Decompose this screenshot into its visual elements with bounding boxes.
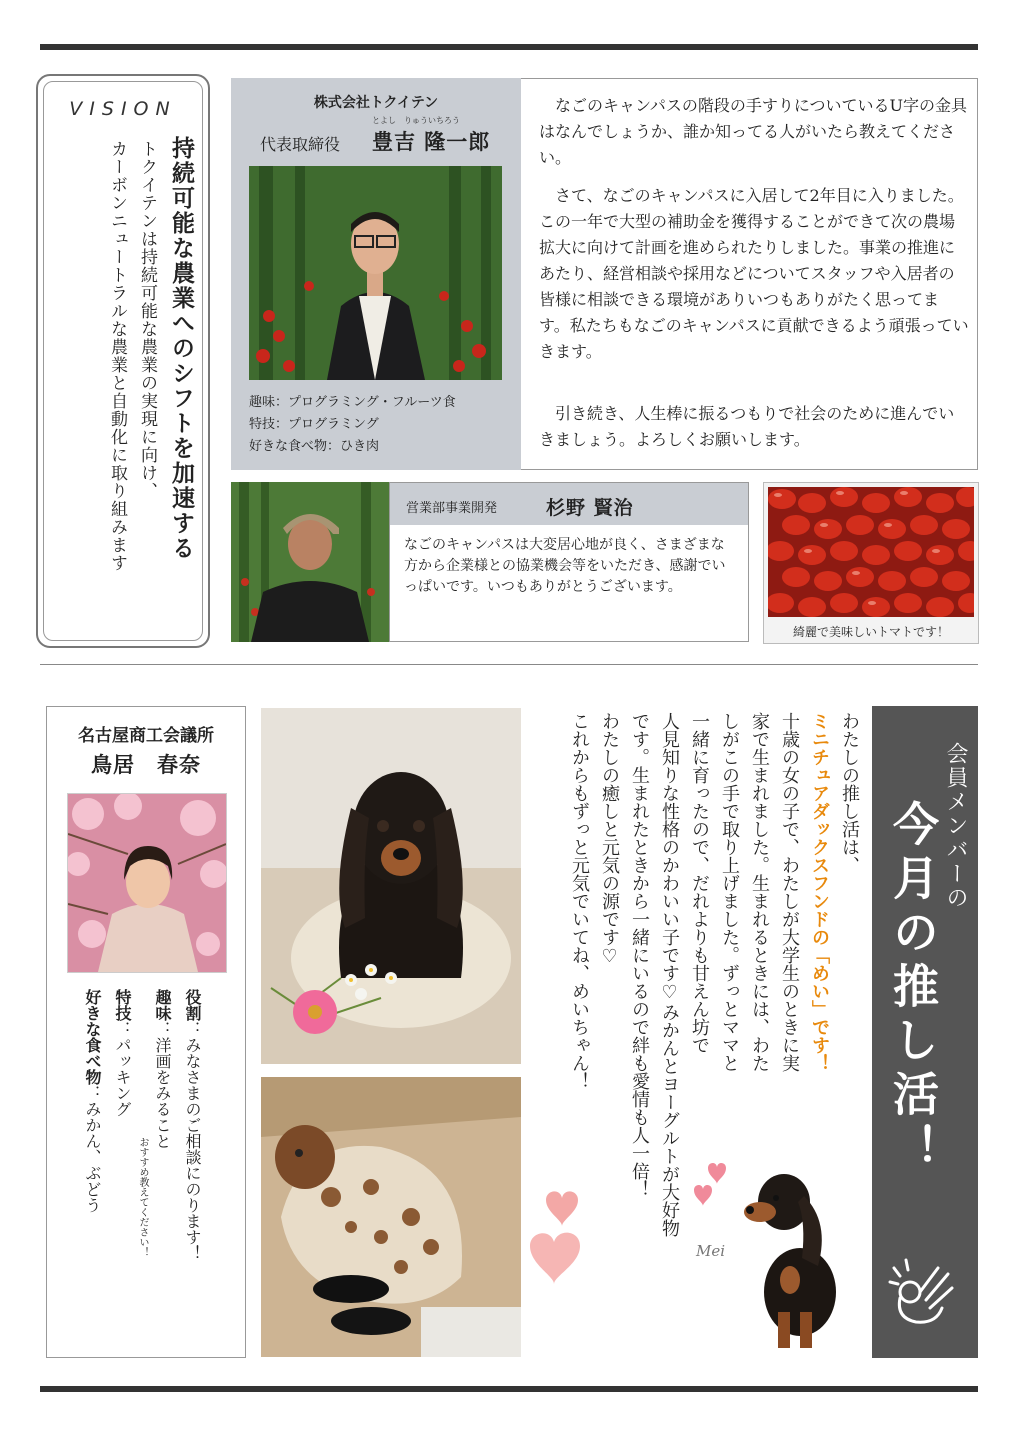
- ceo-name: 豊吉 隆一郎: [372, 129, 491, 154]
- ceo-message-p1: なごのキャンパスの階段の手すりについているU字の金具はなんでしょうか、誰か知ってる人がいたら教えてください。: [539, 96, 968, 167]
- heart-icon: [524, 1180, 590, 1290]
- member-food: [81, 989, 103, 1213]
- oshi-line-2: ミニチュアダックスフンドの「めい」です！: [809, 712, 830, 1072]
- oshi-line-6: 一緒に育ったので、だれよりも甘えん坊で: [689, 712, 710, 1054]
- sales-dept: 営業部事業開発: [406, 501, 498, 516]
- dog-photo-1: [261, 708, 521, 1064]
- member-food-value: ：みかん、ぶどう: [83, 1085, 102, 1213]
- sales-name: 杉野 賢治: [546, 497, 634, 519]
- member-role-label: 役割: [183, 989, 202, 1021]
- ceo-title: 代表取締役: [260, 135, 341, 154]
- tomato-photo: [768, 487, 974, 617]
- sales-message: なごのキャンパスは大変居心地が良く、さまざまな方から企業様との協業機会等をいただき、感謝でいっぱいです。いつもありがとうございます。: [404, 537, 726, 595]
- sales-photo: [231, 482, 389, 642]
- member-role-value: ：みなさまのご相談にのります！: [183, 1021, 202, 1261]
- ceo-message-p2: さて、なごのキャンパスに入居して2年目に入りました。この一年で大型の補助金を獲得することができて次の農場拡大に向けて計画を進められたりしました。事業の推進にあたり、経営相談や採用などについてスタッフや入居者の皆様に相談できる環境がありいつもありがたく思ってます。私たちもなごのキャンパスに貢献できるよう頑張っていきます。: [539, 186, 969, 361]
- dachshund-illustration: [740, 1162, 848, 1352]
- tomato-caption: 綺麗で美味しいトマトです！: [792, 625, 949, 639]
- sales-card: [389, 482, 749, 642]
- member-role: [181, 989, 203, 1261]
- member-hobby-note: おすすめ教えてください！: [137, 1137, 148, 1257]
- ceo-skill: 特技：プログラミング: [249, 417, 379, 432]
- ceo-food: 好きな食べ物：ひき肉: [249, 439, 380, 454]
- member-skill: [111, 989, 133, 1117]
- ceo-message-box: [521, 78, 978, 470]
- member-hobby: [151, 989, 173, 1149]
- member-skill-value: ：パッキング: [113, 1021, 132, 1117]
- vision-label: VISION: [69, 98, 177, 120]
- oshi-line-9: わたしの癒しと元気の源です♡: [599, 712, 620, 967]
- vision-line1: トクイテンは持続可能な農業の実現に向け、: [137, 140, 157, 500]
- section-divider: [40, 664, 978, 665]
- vision-box: [36, 74, 210, 648]
- oshi-line-5: しがこの手で取り上げました。ずっとママと: [719, 712, 740, 1072]
- vision-line2: カーボンニュートラルな農業と自動化に取り組みます: [107, 140, 127, 572]
- oshi-line-1: わたしの推し活は、: [839, 712, 860, 874]
- ok-hand-icon: [886, 1248, 966, 1328]
- member-skill-label: 特技: [113, 989, 132, 1021]
- vision-headline: 持続可能な農業へのシフトを加速する: [168, 136, 195, 561]
- dog-name-label: Mei: [696, 1242, 726, 1260]
- ceo-hobby: 趣味：プログラミング・フルーツ食: [249, 395, 456, 410]
- oshi-line-8: です。生まれたときから一緒にいるので絆も愛情も人一倍！: [629, 712, 650, 1198]
- top-rule: [40, 44, 978, 50]
- oshi-line-10: これからもずっと元気でいてね、めいちゃん！: [569, 712, 590, 1090]
- oshi-title-small: 会員メンバーの: [943, 742, 968, 910]
- oshi-title-big: 今月の推し活！: [886, 800, 940, 1178]
- dog-photo-2: [261, 1077, 521, 1357]
- oshi-line-4: 家で生まれました。生まれるときには、わた: [749, 712, 770, 1072]
- oshi-line-7: 人見知りな性格のかわいい子です♡みかんとヨーグルトが大好物: [659, 712, 680, 1237]
- member-card: [46, 706, 246, 1358]
- ceo-company: 株式会社トクイテン: [313, 95, 439, 111]
- ceo-photo: [249, 166, 502, 380]
- member-org: 名古屋商工会議所: [78, 726, 214, 746]
- bottom-rule: [40, 1386, 978, 1392]
- member-name: 鳥居 春奈: [91, 752, 201, 777]
- member-hobby-value: ：洋画をみること: [153, 1021, 172, 1149]
- ceo-ruby: とよし りゅういちろう: [372, 116, 460, 125]
- member-photo: [67, 793, 227, 973]
- tomato-frame: [763, 482, 979, 644]
- member-hobby-label: 趣味: [153, 989, 172, 1021]
- oshi-line-3: 十歳の女の子で、わたしが大学生のときに実: [779, 712, 800, 1072]
- member-food-label: 好きな食べ物: [83, 989, 102, 1085]
- ceo-message-p3: 引き続き、人生棒に振るつもりで社会のために進んでいきましょう。よろしくお願いします。: [539, 404, 955, 449]
